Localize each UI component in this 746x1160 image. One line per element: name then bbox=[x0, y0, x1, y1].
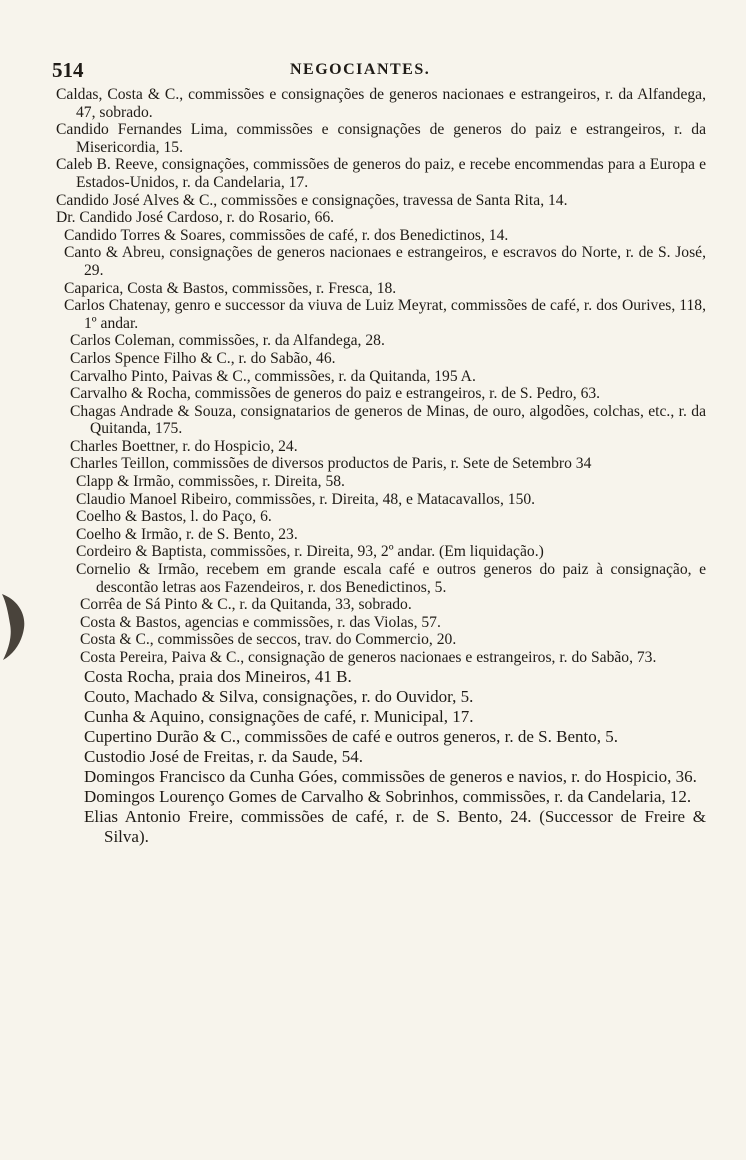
list-item: Custodio José de Freitas, r. da Saude, 54. bbox=[84, 746, 364, 766]
list-item: Caparica, Costa & Bastos, commissões, r. Fresca, 18. bbox=[64, 279, 397, 297]
list-item: Carlos Chatenay, genro e successor da viuva de Luiz Meyrat, commissões de café, r. dos Ourives, 118, 1º andar. bbox=[64, 297, 706, 332]
list-item: Cornelio & Irmão, recebem em grande escala café e outros generos do paiz à consignação, e descontão letras aos Fazendeiros, r. dos Benedictinos, 5. bbox=[76, 561, 706, 596]
entry-list bbox=[56, 86, 706, 847]
list-item: Clapp & Irmão, commissões, r. Direita, 58. bbox=[76, 473, 345, 491]
list-item: Cordeiro & Baptista, commissões, r. Direita, 93, 2º andar. (Em liquidação.) bbox=[76, 543, 544, 561]
list-item: Coelho & Bastos, l. do Paço, 6. bbox=[76, 508, 272, 526]
list-item: Carvalho Pinto, Paivas & C., commissões, r. da Quitanda, 195 A. bbox=[70, 367, 476, 385]
list-item: Candido Torres & Soares, commissões de café, r. dos Benedictinos, 14. bbox=[64, 226, 509, 244]
list-item: Carlos Coleman, commissões, r. da Alfandega, 28. bbox=[70, 332, 385, 350]
list-item: Domingos Francisco da Cunha Góes, commissões de generos e navios, r. do Hospicio, 36. bbox=[84, 766, 697, 786]
list-item: Costa & C., commissões de seccos, trav. do Commercio, 20. bbox=[80, 631, 457, 649]
list-item: Domingos Lourenço Gomes de Carvalho & Sobrinhos, commissões, r. da Candelaria, 12. bbox=[84, 786, 692, 806]
list-item: Carlos Spence Filho & C., r. do Sabão, 46. bbox=[70, 349, 336, 367]
list-item: Costa Pereira, Paiva & C., consignação de generos nacionaes e estrangeiros, r. do Sabão, 73. bbox=[80, 649, 657, 666]
page-number: 514 bbox=[52, 58, 84, 82]
page-header bbox=[52, 58, 692, 82]
list-item: Costa Rocha, praia dos Mineiros, 41 B. bbox=[84, 666, 352, 686]
list-item: Caleb B. Reeve, consignações, commissões de generos do paiz, e recebe encommendas para a Europa e Estados-Unidos, r. da Candelaria, 17. bbox=[56, 156, 706, 191]
list-item: Cupertino Durão & C., commissões de café e outros generos, r. de S. Bento, 5. bbox=[84, 726, 618, 746]
list-item: Couto, Machado & Silva, consignações, r. do Ouvidor, 5. bbox=[84, 686, 474, 706]
list-item: Costa & Bastos, agencias e commissões, r. das Violas, 57. bbox=[80, 613, 441, 631]
list-item: Elias Antonio Freire, commissões de café, r. de S. Bento, 24. (Successor de Freire & Silva). bbox=[84, 806, 706, 846]
list-item: Chagas Andrade & Souza, consignatarios de generos de Minas, de ouro, algodões, colchas, etc., r. da Quitanda, 175. bbox=[70, 402, 706, 438]
list-item: Carvalho & Rocha, commissões de generos do paiz e estrangeiros, r. de S. Pedro, 63. bbox=[70, 385, 601, 403]
list-item: Candido José Alves & C., commissões e consignações, travessa de Santa Rita, 14. bbox=[56, 191, 568, 209]
list-item: Dr. Candido José Cardoso, r. do Rosario, 66. bbox=[56, 209, 335, 227]
list-item: Charles Teillon, commissões de diversos productos de Paris, r. Sete de Setembro 34 bbox=[70, 455, 592, 473]
page-title: NEGOCIANTES. bbox=[290, 61, 431, 78]
list-item: Corrêa de Sá Pinto & C., r. da Quitanda, 33, sobrado. bbox=[80, 596, 412, 614]
ink-smudge bbox=[0, 590, 30, 662]
list-item: Canto & Abreu, consignações de generos nacionaes e estrangeiros, e escravos do Norte, r. de S. José, 29. bbox=[64, 244, 706, 279]
list-item: Charles Boettner, r. do Hospicio, 24. bbox=[70, 437, 298, 455]
list-item: Coelho & Irmão, r. de S. Bento, 23. bbox=[76, 525, 298, 543]
list-item: Claudio Manoel Ribeiro, commissões, r. Direita, 48, e Matacavallos, 150. bbox=[76, 490, 536, 508]
list-item: Candido Fernandes Lima, commissões e consignações de generos do paiz e estrangeiros, r. da Misericordia, 15. bbox=[56, 121, 706, 156]
list-item: Caldas, Costa & C., commissões e consignações de generos nacionaes e estrangeiros, r. da Alfandega, 47, sobrado. bbox=[56, 86, 706, 121]
list-item: Cunha & Aquino, consignações de café, r. Municipal, 17. bbox=[84, 706, 474, 726]
